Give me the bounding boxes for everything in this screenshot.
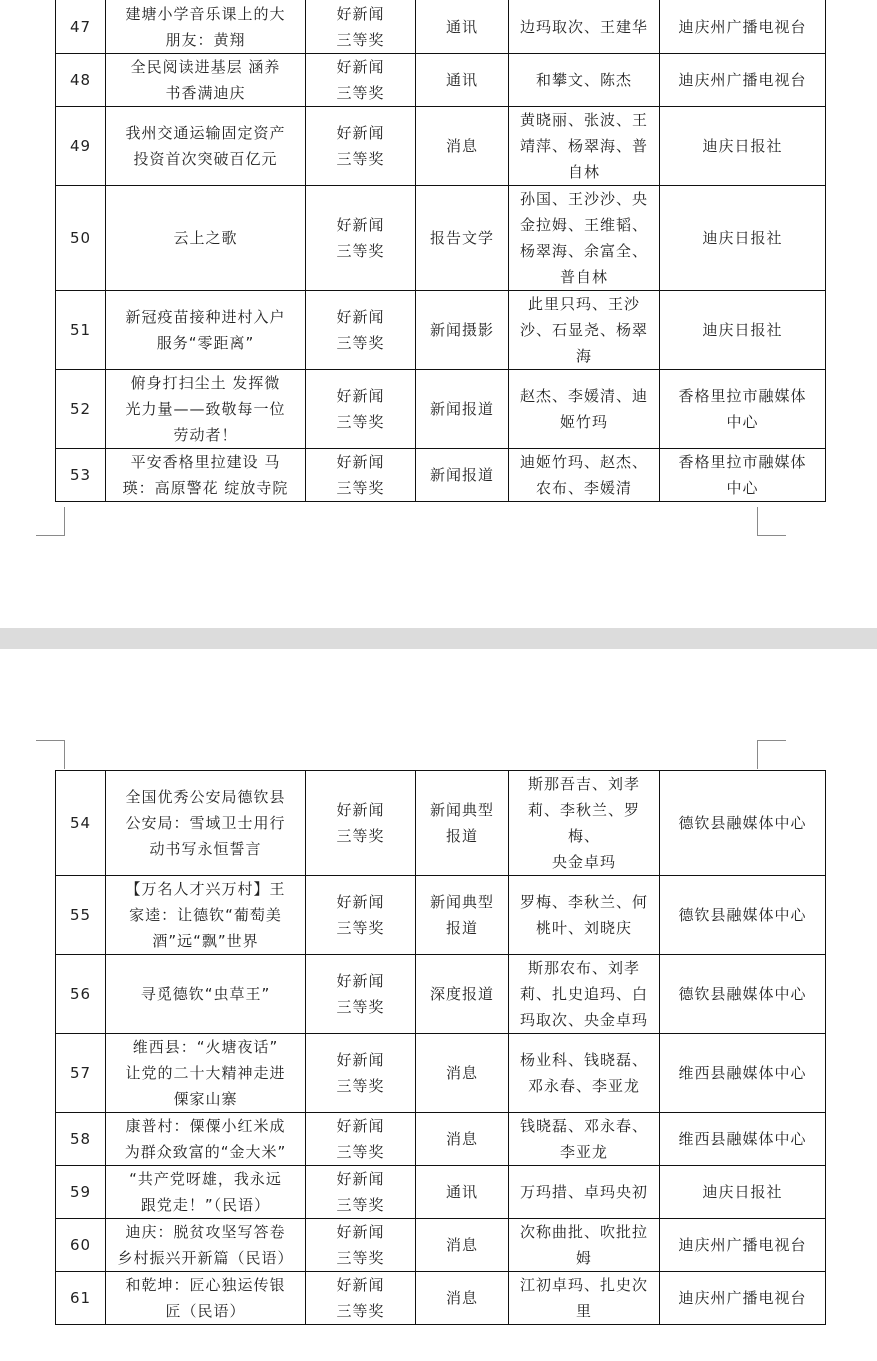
table-row: [56, 1034, 826, 1113]
unit: 迪庆日报社: [660, 107, 826, 186]
authors: 此里只玛、王沙 沙、石显尧、杨翠 海: [509, 291, 660, 370]
award-level: 好新闻 三等奖: [306, 876, 416, 955]
authors: 钱晓磊、邓永春、 李亚龙: [509, 1113, 660, 1166]
table-row: [56, 876, 826, 955]
row-number: 47: [56, 0, 106, 54]
work-type: 消息: [416, 1113, 509, 1166]
unit: 迪庆日报社: [660, 1166, 826, 1219]
table-row: [56, 1113, 826, 1166]
authors: 迪姬竹玛、赵杰、 农布、李媛清: [509, 449, 660, 502]
table-row: [56, 955, 826, 1034]
authors: 杨业科、钱晓磊、 邓永春、李亚龙: [509, 1034, 660, 1113]
authors: 罗梅、李秋兰、何 桃叶、刘晓庆: [509, 876, 660, 955]
table-row: [56, 1166, 826, 1219]
row-number: 60: [56, 1219, 106, 1272]
work-title: 我州交通运输固定资产 投资首次突破百亿元: [106, 107, 306, 186]
award-level: 好新闻 三等奖: [306, 771, 416, 876]
authors: 斯那农布、刘孝 莉、扎史追玛、白 玛取次、央金卓玛: [509, 955, 660, 1034]
work-type: 新闻报道: [416, 370, 509, 449]
row-number: 52: [56, 370, 106, 449]
row-number: 59: [56, 1166, 106, 1219]
work-type: 新闻摄影: [416, 291, 509, 370]
table-row: [56, 291, 826, 370]
award-level: 好新闻 三等奖: [306, 1219, 416, 1272]
row-number: 56: [56, 955, 106, 1034]
work-title: 云上之歌: [106, 186, 306, 291]
document-page-1: [0, 0, 877, 628]
work-type: 新闻典型 报道: [416, 876, 509, 955]
award-level: 好新闻 三等奖: [306, 291, 416, 370]
unit: 迪庆州广播电视台: [660, 1272, 826, 1325]
work-title: 新冠疫苗接种进村入户 服务“零距离”: [106, 291, 306, 370]
work-type: 消息: [416, 1034, 509, 1113]
work-title: 平安香格里拉建设 马 瑛：高原警花 绽放寺院: [106, 449, 306, 502]
work-type: 新闻报道: [416, 449, 509, 502]
work-title: 俯身打扫尘土 发挥微 光力量——致敬每一位 劳动者！: [106, 370, 306, 449]
table-row: [56, 54, 826, 107]
work-type: 报告文学: [416, 186, 509, 291]
awards-table-part-1: [55, 0, 826, 502]
award-level: 好新闻 三等奖: [306, 1272, 416, 1325]
work-title: 全民阅读进基层 涵养 书香满迪庆: [106, 54, 306, 107]
work-title: “共产党呀雄，我永远 跟党走！”（民语）: [106, 1166, 306, 1219]
work-type: 消息: [416, 1272, 509, 1325]
row-number: 54: [56, 771, 106, 876]
row-number: 51: [56, 291, 106, 370]
work-title: 康普村：傈僳小红米成 为群众致富的“金大米”: [106, 1113, 306, 1166]
authors: 斯那吾吉、刘孝 莉、李秋兰、罗梅、 央金卓玛: [509, 771, 660, 876]
table-body: [56, 0, 826, 502]
row-number: 49: [56, 107, 106, 186]
table-row: [56, 370, 826, 449]
award-level: 好新闻 三等奖: [306, 186, 416, 291]
work-type: 通讯: [416, 0, 509, 54]
award-level: 好新闻 三等奖: [306, 54, 416, 107]
work-type: 消息: [416, 1219, 509, 1272]
unit: 迪庆日报社: [660, 291, 826, 370]
row-number: 55: [56, 876, 106, 955]
work-type: 新闻典型 报道: [416, 771, 509, 876]
work-type: 通讯: [416, 54, 509, 107]
page-corner-mark: [757, 507, 786, 536]
unit: 香格里拉市融媒体 中心: [660, 449, 826, 502]
row-number: 48: [56, 54, 106, 107]
work-title: 全国优秀公安局德钦县 公安局：雪域卫士用行 动书写永恒誓言: [106, 771, 306, 876]
table-row: [56, 771, 826, 876]
row-number: 53: [56, 449, 106, 502]
work-type: 消息: [416, 107, 509, 186]
row-number: 61: [56, 1272, 106, 1325]
table-row: [56, 1219, 826, 1272]
row-number: 57: [56, 1034, 106, 1113]
authors: 次称曲批、吹批拉 姆: [509, 1219, 660, 1272]
award-level: 好新闻 三等奖: [306, 1034, 416, 1113]
table-row: [56, 449, 826, 502]
authors: 万玛措、卓玛央初: [509, 1166, 660, 1219]
unit: 香格里拉市融媒体 中心: [660, 370, 826, 449]
unit: 迪庆州广播电视台: [660, 0, 826, 54]
authors: 孙国、王沙沙、央 金拉姆、王维韬、 杨翠海、余富全、 普自林: [509, 186, 660, 291]
unit: 迪庆州广播电视台: [660, 54, 826, 107]
authors: 黄晓丽、张波、王 靖萍、杨翠海、普 自林: [509, 107, 660, 186]
work-title: 建塘小学音乐课上的大 朋友：黄翔: [106, 0, 306, 54]
page-corner-mark: [36, 740, 65, 769]
table-row: [56, 0, 826, 54]
authors: 边玛取次、王建华: [509, 0, 660, 54]
authors: 江初卓玛、扎史次 里: [509, 1272, 660, 1325]
authors: 和攀文、陈杰: [509, 54, 660, 107]
page-corner-mark: [757, 740, 786, 769]
row-number: 50: [56, 186, 106, 291]
work-title: 迪庆：脱贫攻坚写答卷 乡村振兴开新篇（民语）: [106, 1219, 306, 1272]
work-title: 寻觅德钦“虫草王”: [106, 955, 306, 1034]
award-level: 好新闻 三等奖: [306, 370, 416, 449]
work-title: 【万名人才兴万村】王 家逵：让德钦“葡萄美 酒”远“飘”世界: [106, 876, 306, 955]
unit: 德钦县融媒体中心: [660, 771, 826, 876]
award-level: 好新闻 三等奖: [306, 107, 416, 186]
award-level: 好新闻 三等奖: [306, 1166, 416, 1219]
award-level: 好新闻 三等奖: [306, 955, 416, 1034]
work-title: 和乾坤：匠心独运传银 匠（民语）: [106, 1272, 306, 1325]
awards-table-part-2: [55, 770, 826, 1325]
page-separator: [0, 628, 877, 649]
unit: 德钦县融媒体中心: [660, 955, 826, 1034]
unit: 迪庆州广播电视台: [660, 1219, 826, 1272]
table-body: [56, 771, 826, 1325]
authors: 赵杰、李媛清、迪 姬竹玛: [509, 370, 660, 449]
work-type: 通讯: [416, 1166, 509, 1219]
work-type: 深度报道: [416, 955, 509, 1034]
row-number: 58: [56, 1113, 106, 1166]
table-row: [56, 107, 826, 186]
award-level: 好新闻 三等奖: [306, 1113, 416, 1166]
page-corner-mark: [36, 507, 65, 536]
table-row: [56, 1272, 826, 1325]
document-page-2: [0, 649, 877, 1361]
table-row: [56, 186, 826, 291]
work-title: 维西县：“火塘夜话” 让党的二十大精神走进 傈家山寨: [106, 1034, 306, 1113]
unit: 德钦县融媒体中心: [660, 876, 826, 955]
award-level: 好新闻 三等奖: [306, 0, 416, 54]
award-level: 好新闻 三等奖: [306, 449, 416, 502]
unit: 迪庆日报社: [660, 186, 826, 291]
unit: 维西县融媒体中心: [660, 1113, 826, 1166]
unit: 维西县融媒体中心: [660, 1034, 826, 1113]
